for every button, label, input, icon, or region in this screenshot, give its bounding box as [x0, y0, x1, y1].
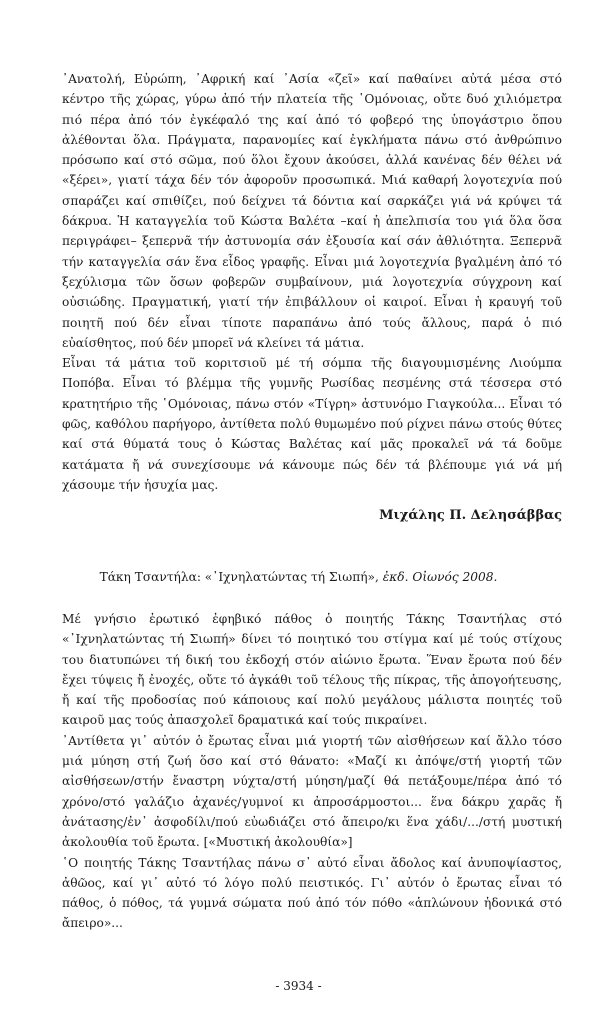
book-heading-title: Τάκη Τσαντήλα: «᾿Ιχνηλατώντας τή Σιωπή», — [99, 570, 383, 584]
review-1-paragraph: Εἶναι τά μάτια τοῦ κοριτσιοῦ μέ τή σόμπα τῆς διαγουμισμένης Λιούμπα Ποπόβα. Εἶναι τό βλέμμα τῆς γυμνῆς Ρωσίδας πεσμένης στά τέσσερα στό κρατητήριο τῆς ῾Ομόνοιας, πάνω στόν «Τίγρη» ἀστυνόμο Γιαγκούλα... Εἶναι τό φῶς, καθόλου παρήγορο, ἀντίθετα πολύ θυμωμένο πού ρίχνει πάνω στούς θύτες καί στά θύματά τους ὁ Κώστας Βαλέτας καί μᾶς προκαλεῖ νά τά δοῦμε κατάματα ἤ νά συνεχίσουμε νά κάνουμε πώς δέν τά βλέπουμε γιά νά μή χάσουμε τήν ἡσυχία μας. — [62, 356, 562, 492]
review-2-paragraph: Μέ γνήσιο ἐρωτικό ἐφηβικό πάθος ὁ ποιητής Τάκης Τσαντήλας στό «᾿Ιχνηλατώντας τή Σιωπή» δίνει τό ποιητικό του στίγμα καί μέ τούς στίχους του διατυπώνει τή δική του ἐκδοχή στόν αἰώνιο ἔρωτα. Ἕναν ἔρωτα πού δέν ἔχει τύψεις ἤ ἐνοχές, οὔτε τό ἀγκάθι τοῦ τέλους τῆς πίκρας, τῆς ἀπογοήτευσης, ἤ καί τῆς προδοσίας πού κάποιους καί πολύ μεγάλους μάλιστα ποιητές τοῦ καιροῦ μας τούς ἀπασχολεῖ δραματικά καί τούς πικραίνει. — [62, 612, 562, 728]
review-2-book-heading — [0, 570, 597, 584]
book-heading-publisher: ἐκδ. Οἰωνός 2008. — [382, 570, 498, 584]
page-number: - 3934 - — [275, 979, 322, 993]
review-2-paragraph: ῾Ο ποιητής Τάκης Τσαντήλας πάνω σ᾿ αὐτό εἶναι ἄδολος καί ἀνυποψίαστος, ἀθῶος, καί γι᾿ αὐτό τό λόγο πολύ πειστικός. Γι᾿ αὐτόν ὁ ἔρωτας εἶναι τό πάθος, ὁ πόθος, τά γυμνά σώματα πού ἀπό τόν πόθο «ἁπλώνουν ἡδονικά στό ἄπειρο»... — [62, 855, 562, 931]
review-2-paragraph: ᾿Αντίθετα γι᾿ αὐτόν ὁ ἔρωτας εἶναι μιά γιορτή τῶν αἰσθήσεων καί ἄλλο τόσο μιά μύηση στή ζωή ὅσο καί στό θάνατο: «Μαζί κι ἀπόψε/στή γιορτή τῶν αἰσθήσεων/στήν ἔναστρη νύχτα/στή μύηση/μαζί θά πετάξουμε/πέρα ἀπό τό χρόνο/στό γαλάζιο ἀχανές/γυμνοί κι ἀπροσάρμοστοι... ἕνα δάκρυ χαρᾶς ἤ ἀνάτασης/ἐν᾿ ἀσφοδίλι/πού εὐωδιάζει στό ἄπειρο/κι ἕνα χάδι/.../στή μυστική ἀκολουθία τοῦ ἔρωτα. [«Μυστική ἀκολουθία»] — [62, 733, 562, 850]
review-2-body — [62, 609, 562, 934]
review-1-body — [62, 69, 562, 495]
review-1-author: Μιχάλης Π. Δελησάββας — [379, 508, 562, 523]
review-1-paragraph: ᾿Ανατολή, Εὐρώπη, ᾿Αφρική καί ᾿Ασία «ζεῖ» καί παθαίνει αὐτά μέσα στό κέντρο τῆς χώρας, γύρω ἀπό τήν πλατεία τῆς ῾Ομόνοιας, οὔτε δυό χιλιόμετρα πιό πέρα ἀπό τόν ἐγκέφαλό της καί ἀπό τό φοβερό της ὑπογάστριο ὅπου ἀλέθονται ὅλα. Πράγματα, παρανομίες καί ἐγκλήματα πάνω στό ἀνθρώπινο πρόσωπο καί στό σῶμα, πού ὅλοι ἔχουν ἀκούσει, ἀλλά κανένας δέν θέλει νά «ξέρει», γιατί τάχα δέν τόν ἀφοροῦν προσωπικά. Μιά καθαρή λογοτεχνία πού σπαράζει καί σπιθίζει, πού δείχνει τά δόντια καί σαρκάζει γιά νά κρύψει τά δάκρυα. Ἡ καταγγελία τοῦ Κώστα Βαλέτα –καί ἡ ἀπελπισία του γιά ὅλα ὅσα περιγράφει– ξεπερνᾶ τήν ἀστυνομία σάν ἐξουσία καί σάν ἀθλιότητα. Ξεπερνᾶ τήν καταγγελία σάν ἕνα εἶδος γραφῆς. Εἶναι μιά λογοτεχνία βγαλμένη ἀπό τό ξεχύλισμα τῶν ὅσων φοβερῶν συμβαίνουν, μιά λογοτεχνία σύγχρονη καί οὐσιώδης. Πραγματική, γιατί τήν ἐπιβάλλουν οἱ καιροί. Εἶναι ἡ κραυγή τοῦ ποιητῆ πού δέν εἶναι τίποτε παραπάνω ἀπό τούς ἄλλους, παρά ὁ πιό εὐαίσθητος, πού δέν μπορεῖ νά κλείνει τά μάτια. — [62, 72, 562, 350]
